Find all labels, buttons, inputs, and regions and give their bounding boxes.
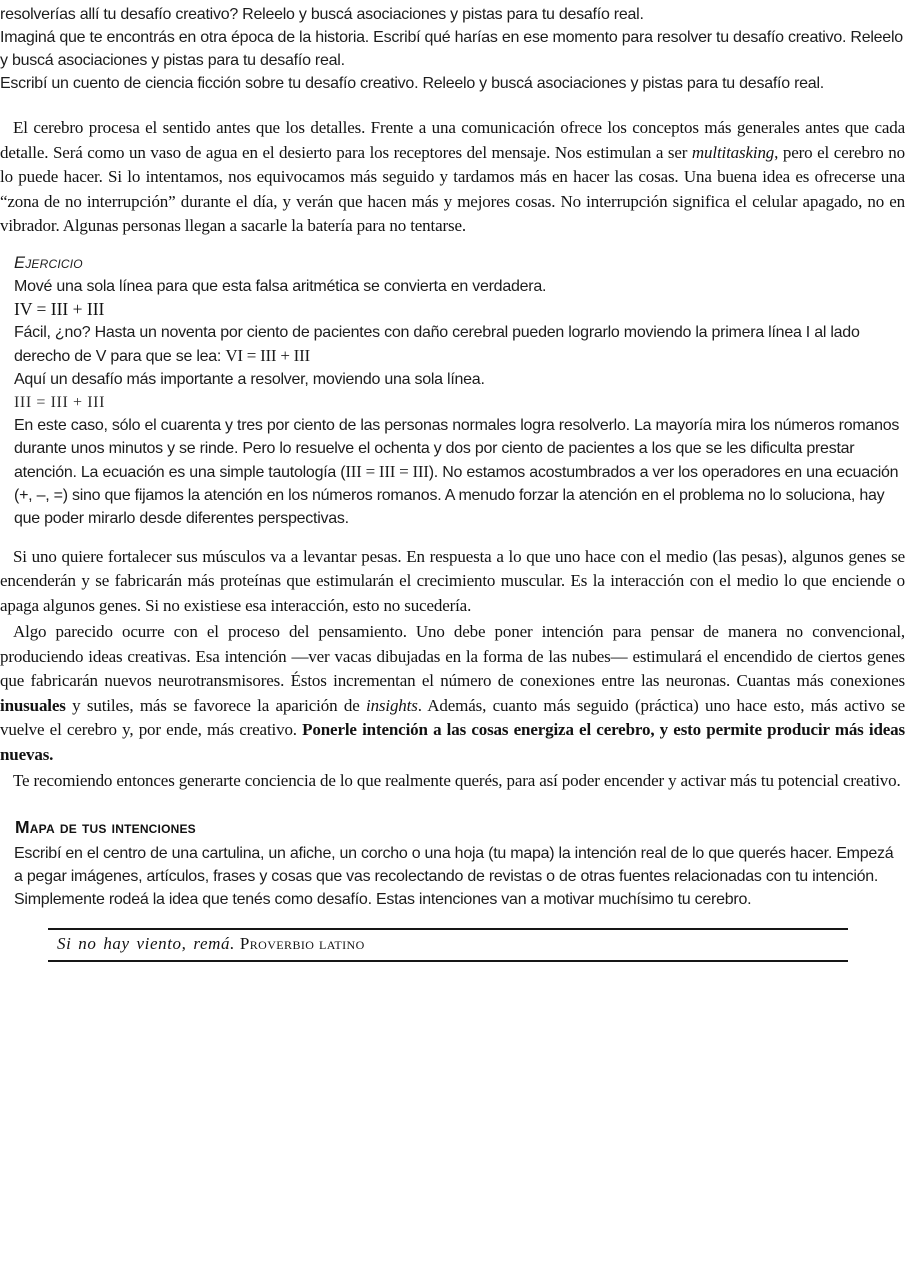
text-segment: Fácil, ¿no? Hasta un noventa por ciento de pacientes con daño cerebral pueden lograrlo moviendo la primera línea I al lado derecho de V para que se lea:: [14, 323, 860, 365]
text-segment: Aquí un desafío más importante a resolver, moviendo una sola línea.: [14, 370, 485, 388]
intro-line-2: [0, 26, 905, 72]
text-segment: y sutiles, más se favorece la aparición de: [65, 695, 366, 715]
mapa-heading: [15, 816, 905, 839]
este-caso-paragraph: [14, 414, 905, 530]
text-segment: Imaginá que te encontrás en otra época de la historia. Escribí qué harías en ese momento para resolver tu desafío creativo. Releelo y buscá asociaciones y pistas para tu desafío real.: [0, 29, 903, 69]
proverb-quote: [48, 928, 848, 962]
text-segment: Escribí en el centro de una cartulina, un afiche, un corcho o una hoja (tu mapa) la intención real de lo que querés hacer. Empezá a pegar imágenes, artículos, frases y cosas que vas recolectando de revistas o de otras fuentes relacionadas con tu intención. Simplemente rodeá la idea que tenés como desafío. Estas intenciones van a motivar muchísimo tu cerebro.: [14, 844, 894, 908]
text-segment: Algo parecido ocurre con el proceso del pensamiento. Uno debe poner intención para pensar de manera no convencional, produciendo ideas creativas. Esa intención —ver vacas dibujadas en la forma de las nubes— estimulará el encendido de ciertos genes que fabricarán nuevos neurotransmisores. Éstos incrementan el número de conexiones entre las neuronas. Cuantas más conexiones: [0, 622, 905, 690]
italic-text-segment: insights: [366, 695, 418, 715]
ejercicio-heading: [14, 252, 905, 275]
aqui-line: [14, 368, 905, 391]
text-segment: Te recomiendo entonces generarte conciencia de lo que realmente querés, para así poder encender y activar más tu potencial creativo.: [13, 771, 901, 790]
intro-line-1: [0, 3, 905, 26]
mapa-paragraph: [14, 842, 905, 911]
text-segment: Escribí un cuento de ciencia ficción sobre tu desafío creativo. Releelo y buscá asociaciones y pistas para tu desafío real.: [0, 75, 824, 92]
text-segment: , pero el cerebro no lo puede hacer. Si lo intentamos, nos equivocamos más seguido y tardamos más en hacer las cosas. Una buena idea es ofrecerse una “zona de no interrupción” durante el día, y verán que hacen más y mejores cosas. No interrupción significa el celular apagado, no en vibrador. Algunas personas llegan a sacarle la batería para no tentarse.: [0, 142, 905, 235]
text-segment: III = III + III: [14, 393, 105, 411]
text-segment: El cerebro procesa el sentido antes que los detalles. Frente a una comunicación ofrece los conceptos más generales antes que cada detalle. Será como un vaso de agua en el desierto para los receptores del mensaje. Nos estimulan a ser: [0, 118, 905, 162]
roman-text-segment: III = III = III: [345, 461, 429, 481]
text-segment: ). No estamos acostumbrados a ver los operadores en una ecuación (+, –, =) sino que fijamos la atención en los números romanos. A menudo forzar la atención en el problema no lo soluciona, hay que poder mirarlo desde diferentes perspectivas.: [14, 463, 899, 527]
proverb-attribution: Proverbio latino: [239, 933, 365, 953]
proverb-text: Si no hay viento, remá.: [57, 933, 235, 953]
intro-line-3: [0, 72, 905, 95]
text-segment: . Además, cuanto más seguido (práctica) uno hace esto, más activo se vuelve el cerebro y, por ende, más creativo.: [0, 695, 905, 739]
equation-iv: [14, 298, 905, 321]
text-segment: Ejercicio: [14, 253, 83, 272]
roman-text-segment: VI = III + III: [225, 345, 310, 365]
text-segment: Si uno quiere fortalecer sus músculos va a levantar pesas. En respuesta a lo que uno hace con el medio (las pesas), algunos genes se encenderán y se fabricarán más proteínas que estimularán el crecimiento muscular. Es la interacción con el medio lo que enciende o apaga algunos genes. Si no existiese esa interacción, esto no sucedería.: [0, 546, 905, 615]
text-segment: En este caso, sólo el cuarenta y tres por ciento de las personas normales logra resolverlo. La mayoría mira los números romanos durante unos minutos y se rinde. Pero lo resuelve el ochenta y dos por ciento de pacientes a los que se les dificulta prestar atención. La ecuación es una simple tautología (: [14, 416, 900, 481]
text-segment: IV = III + III: [14, 298, 105, 319]
bold-text-segment: Ponerle intención a las cosas energiza el cerebro, y esto permite producir más ideas nuevas.: [0, 720, 905, 764]
move-line-instruction: [14, 275, 905, 298]
brain-paragraph: [0, 116, 905, 239]
recommend-paragraph: [0, 769, 905, 794]
weights-paragraph: [0, 545, 905, 619]
bold-text-segment: inusuales: [0, 695, 66, 715]
equation-iii: [14, 391, 905, 414]
intention-paragraph: [0, 620, 905, 767]
italic-text-segment: multitasking: [691, 142, 775, 162]
text-segment: Mové una sola línea para que esta falsa aritmética se convierta en verdadera.: [14, 277, 547, 295]
text-segment: Mapa de tus intenciones: [15, 816, 196, 837]
facil-paragraph: [14, 321, 905, 368]
text-segment: resolverías allí tu desafío creativo? Releelo y buscá asociaciones y pistas para tu desafío real.: [0, 6, 644, 23]
